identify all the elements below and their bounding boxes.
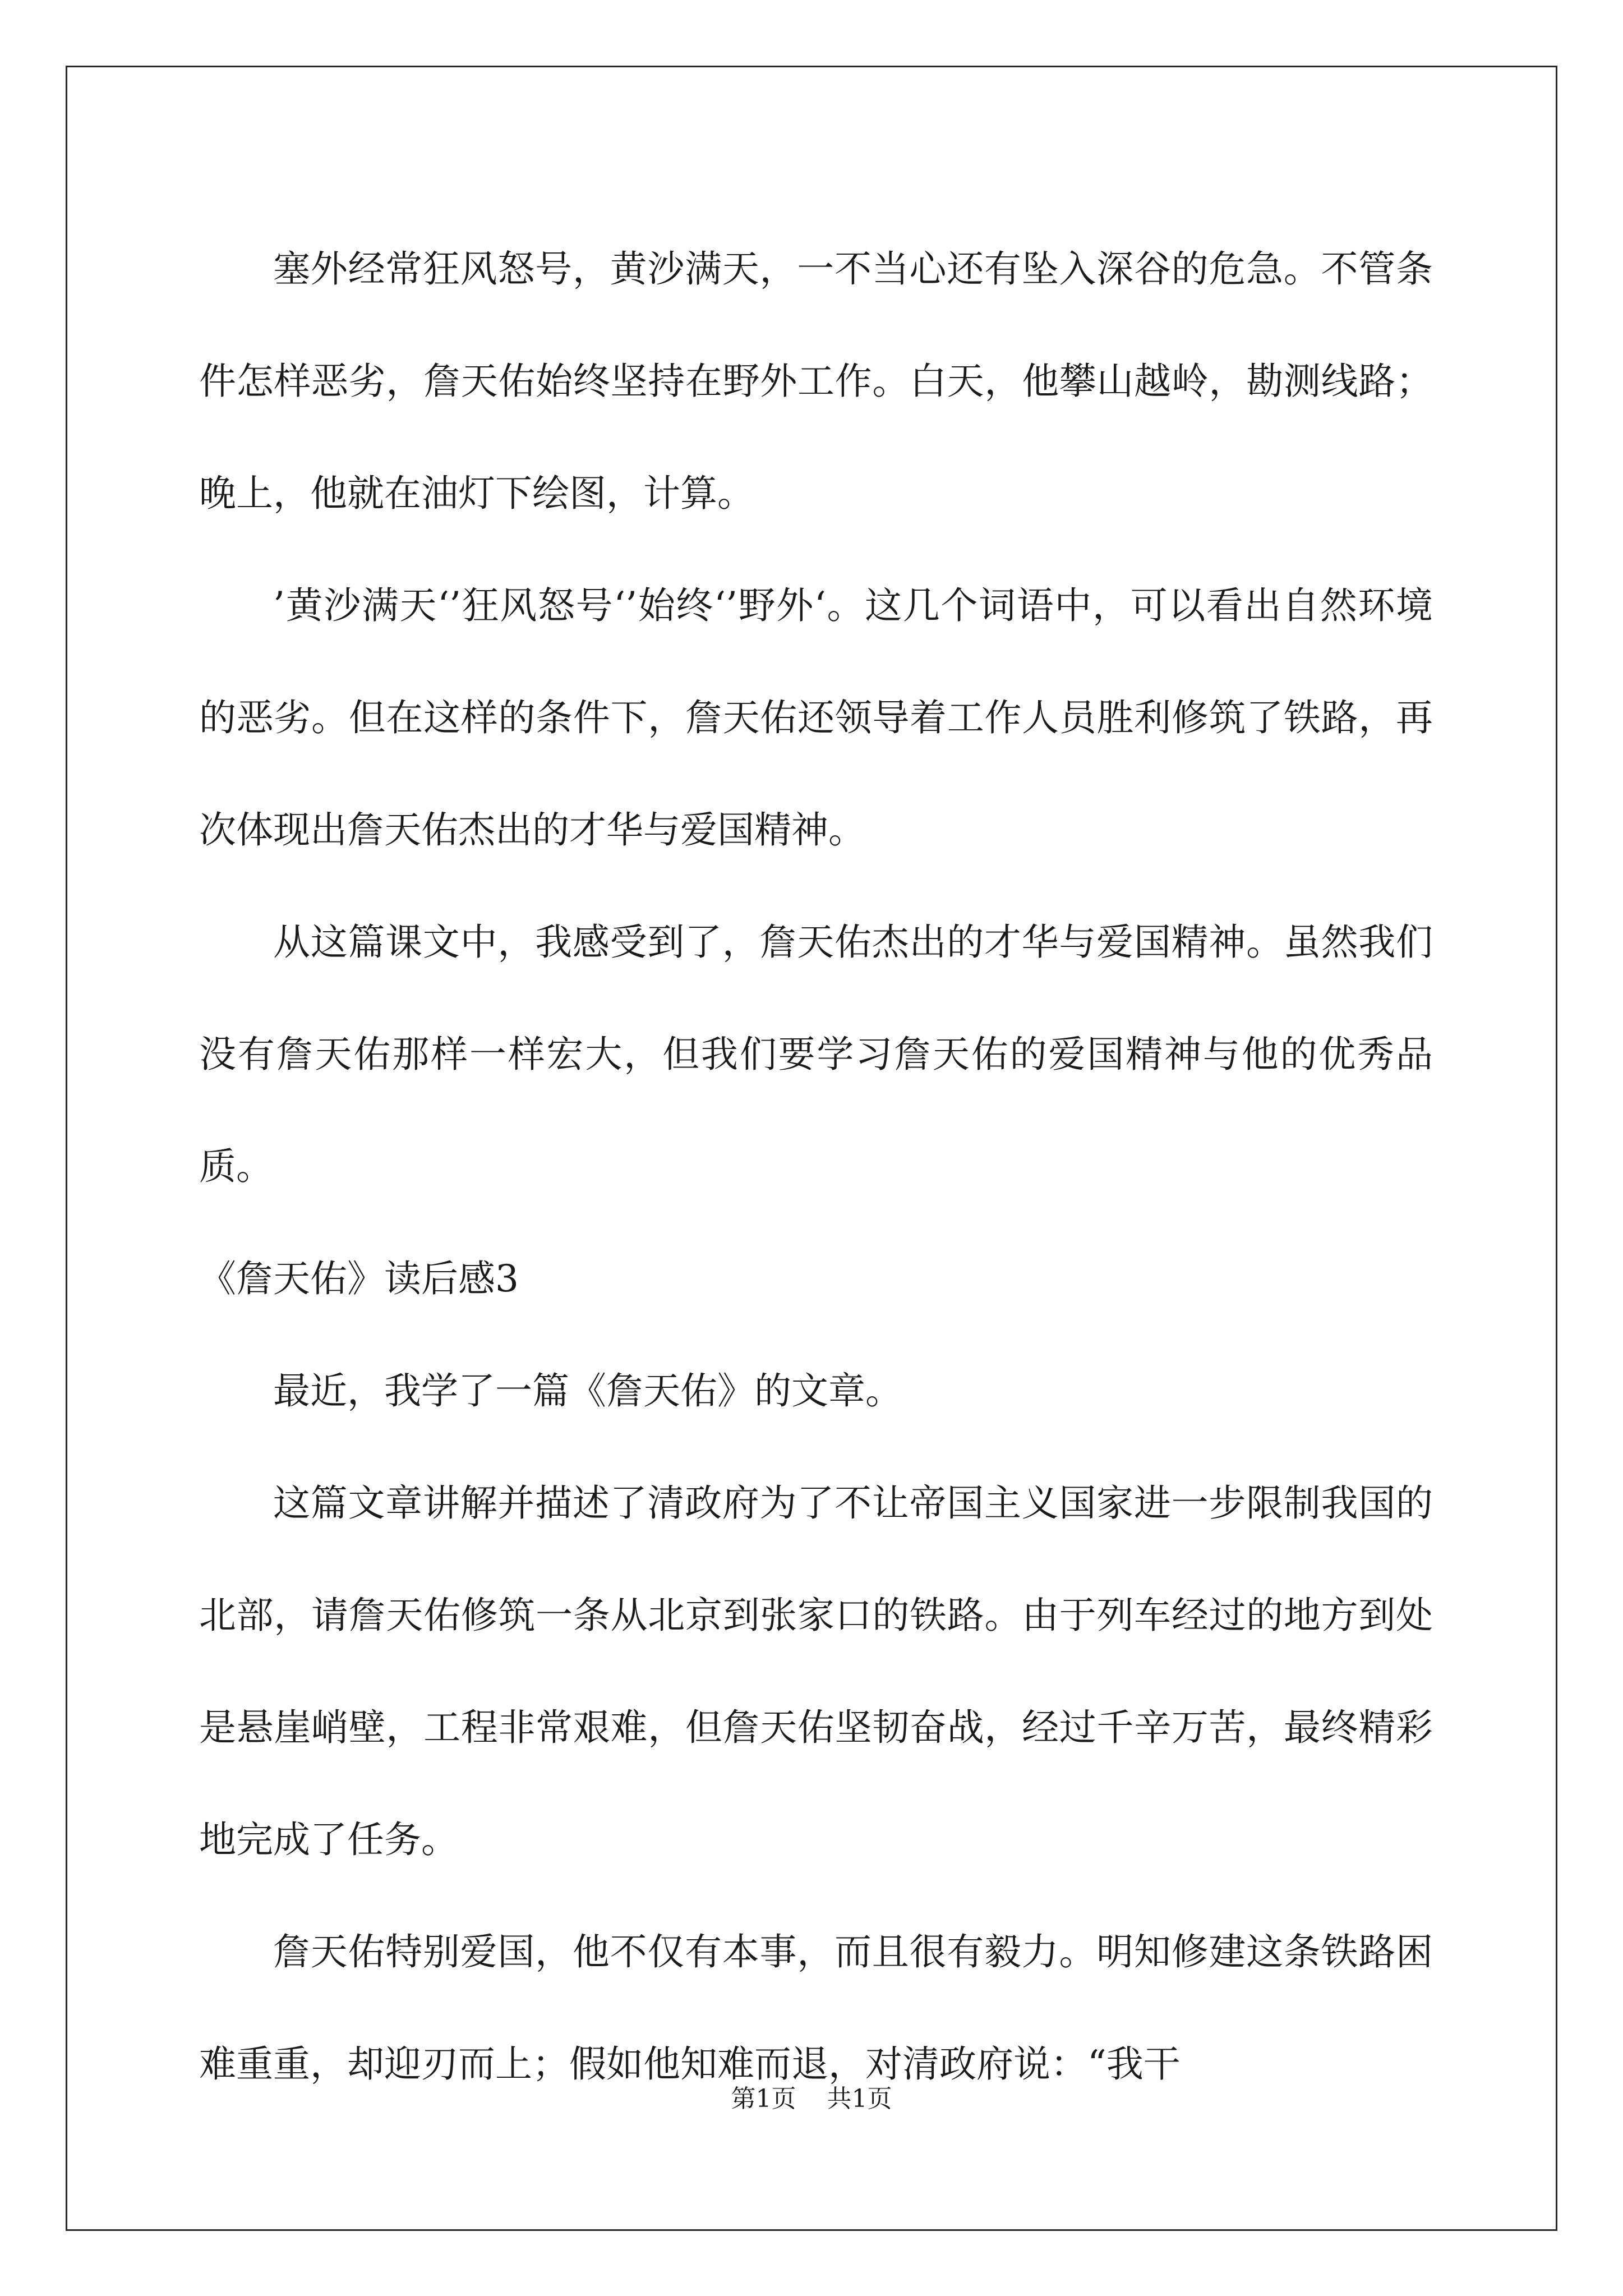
section-heading: 《詹天佑》读后感3 <box>199 1257 519 1300</box>
page-footer <box>0 2082 1623 2116</box>
paragraph: 这篇文章讲解并描述了清政府为了不让帝国主义国家进一步限制我国的北部，请詹天佑修筑一条从北京到张家口的铁路。由于列车经过的地方到处是悬崖峭壁，工程非常艰难，但詹天佑坚韧奋战，经过千辛万苦，最终精彩地完成了任务。 <box>199 1481 1433 1861</box>
paragraph: 最近，我学了一篇《詹天佑》的文章。 <box>273 1369 902 1412</box>
paragraph: ’黄沙满天‘’狂风怒号‘’始终‘’野外‘。这几个词语中，可以看出自然环境的恶劣。但在这样的条件下，詹天佑还领导着工作人员胜利修筑了铁路，再次体现出詹天佑杰出的才华与爱国精神。 <box>199 584 1433 852</box>
paragraph: 詹天佑特别爱国，他不仅有本事，而且很有毅力。明知修建这条铁路困难重重，却迎刃而上；假如他知难而退，对清政府说：“我干 <box>199 1930 1433 2086</box>
page-number: 第1页 <box>731 2085 796 2113</box>
paragraph: 塞外经常狂风怒号，黄沙满天，一不当心还有坠入深谷的危急。不管条件怎样恶劣，詹天佑始终坚持在野外工作。白天，他攀山越岭，勘测线路；晚上，他就在油灯下绘图，计算。 <box>199 247 1433 515</box>
paragraph: 从这篇课文中，我感受到了，詹天佑杰出的才华与爱国精神。虽然我们没有詹天佑那样一样宏大，但我们要学习詹天佑的爱国精神与他的优秀品质。 <box>199 921 1433 1188</box>
document-body <box>199 213 1433 2120</box>
page-total: 共1页 <box>827 2085 892 2113</box>
